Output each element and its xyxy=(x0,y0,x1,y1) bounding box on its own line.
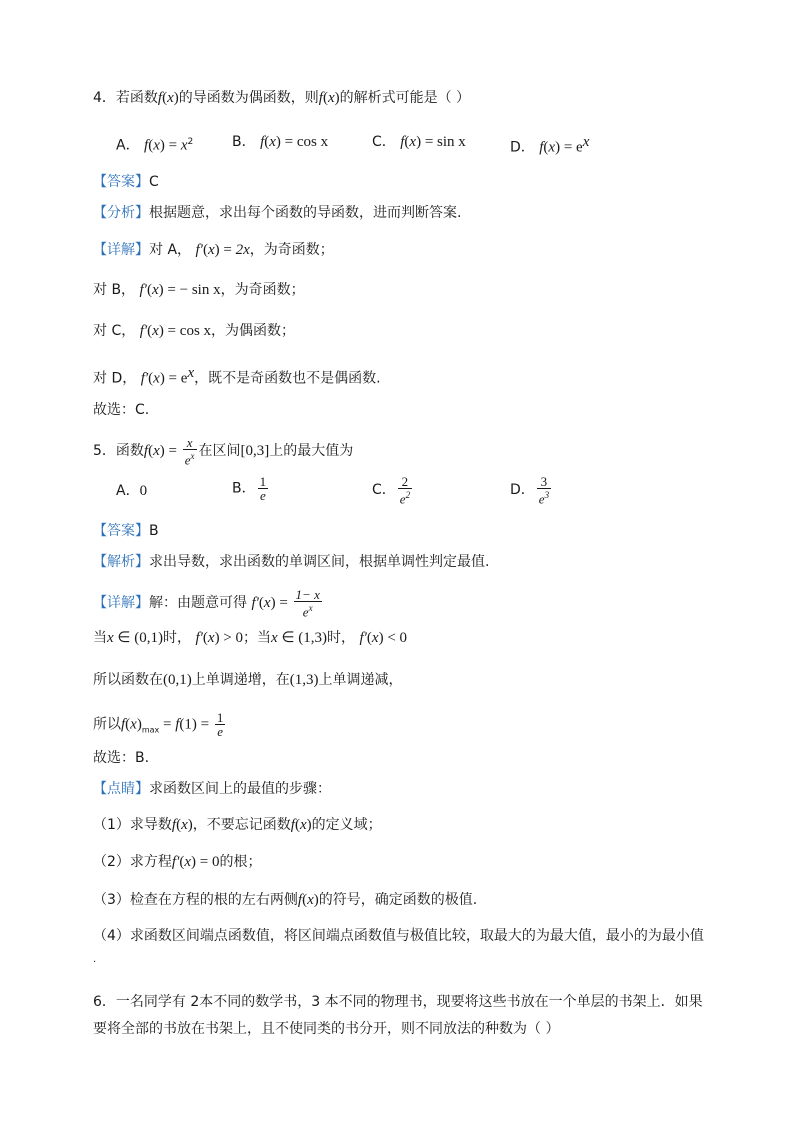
q5-step4: （4）求函数区间端点函数值，将区间端点函数值与极值比较，取最大的为最大值，最小的为最小值 xyxy=(93,928,704,944)
q5-answer: 【答案】B xyxy=(93,523,159,539)
question-6-line1: 6．一名同学有 2本不同的数学书，3 本不同的物理书，现要将这些书放在一个单层的书架上．如果 xyxy=(93,994,703,1010)
q4-stem-post: 的解析式可能是（ ） xyxy=(339,90,471,106)
q4-stem-pre: 4．若函数 xyxy=(93,90,158,106)
question-4-stem: 4．若函数f(x)的导函数为偶函数，则f(x)的解析式可能是（ ） xyxy=(93,90,471,106)
q5-detail-line3: 所以$f(x)_{max} = f(1)$ = $\frac{1}{e}$ xyxy=(93,710,224,739)
q5-tip: 【点睛】求函数区间上的最值的步骤： xyxy=(93,781,331,797)
q5-option-b: B． $\frac{1}{e}$ xyxy=(232,474,267,503)
q5-detail-line2: 所以函数在(0,1)上单调递增，在(1,3)上单调递减， xyxy=(93,672,403,688)
q5-choice: 故选：B. xyxy=(93,750,150,766)
q4-analysis: 【分析】根据题意，求出每个函数的导函数，进而判断答案. xyxy=(93,205,462,221)
q5-step1: （1）求导数f(x)，不要忘记函数f(x)的定义域； xyxy=(93,817,382,833)
q5-option-c: C． $\frac{2}{e^2}$ xyxy=(372,474,411,507)
q5-analysis: 【解析】求出导数，求出函数的单调区间，根据单调性判定最值. xyxy=(93,554,490,570)
q4-choice: 故选：C. xyxy=(93,402,150,418)
q4-option-d: D． $f(x) = e^x$ xyxy=(510,134,590,156)
q4-detail-d: 对 D， $f'(x) = e^x$，既不是奇函数也不是偶函数. xyxy=(93,365,381,387)
q4-fx: f xyxy=(157,90,163,106)
q5-step2: （2）求方程f′(x) = 0的根； xyxy=(93,854,262,870)
q4-detail-b: 对 B， f′(x) = − sin x，为奇函数； xyxy=(93,282,305,298)
question-5-stem: 5．函数f(x) = $\frac{x}{e^x}$ 在区间[0,3]上的最大值为 xyxy=(93,435,354,468)
q4-option-b: B． f(x) = cos x xyxy=(232,134,329,150)
q5-fraction: $\frac{x}{e^x}$ xyxy=(184,435,195,468)
q5-step4-end: . xyxy=(93,954,97,965)
q4-detail-a: 【详解】对 A， f′(x) = 2x，为奇函数； xyxy=(93,242,334,258)
q4-option-a: A． $f(x) = x^2$ xyxy=(116,137,194,154)
q4-detail-c: 对 C， f′(x) = cos x，为偶函数； xyxy=(93,323,296,339)
q5-option-a: A．0 xyxy=(116,483,148,499)
q5-step3: （3）检查在方程的根的左右两侧f(x)的符号，确定函数的极值. xyxy=(93,892,478,908)
q4-option-c: C． f(x) = sin x xyxy=(372,134,466,150)
q5-option-d: D． $\frac{3}{e^3}$ xyxy=(510,474,550,507)
q5-detail-line1: 当x ∈ (0,1)时， f′(x) > 0；当x ∈ (1,3)时， f′(x) < 0 xyxy=(93,630,408,646)
q4-answer: 【答案】C xyxy=(93,174,159,190)
question-6-line2: 要将全部的书放在书架上，且不使同类的书分开，则不同放法的种数为（ ） xyxy=(93,1021,560,1037)
q4-stem-mid: 的导函数为偶函数，则 xyxy=(178,90,319,106)
q5-detail: 【详解】解：由题意可得 f′(x) = $\frac{1- x}{e^x}$ xyxy=(93,587,320,620)
